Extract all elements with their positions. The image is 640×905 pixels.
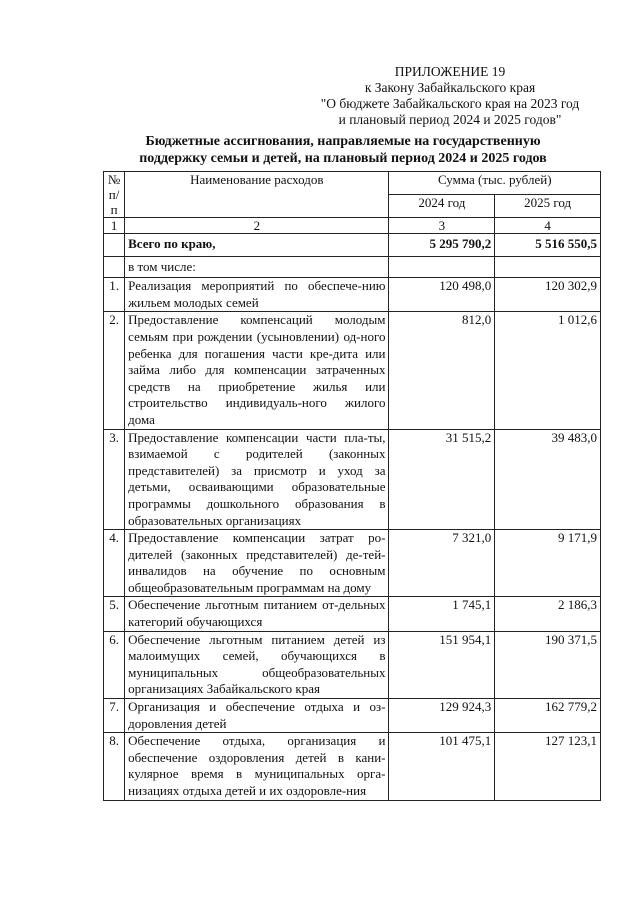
appendix-law-name: "О бюджете Забайкальского края на 2023 год bbox=[320, 96, 580, 111]
table-row bbox=[104, 530, 601, 597]
row-value-2024: 129 924,3 bbox=[389, 699, 495, 733]
total-2025: 5 516 550,5 bbox=[495, 234, 601, 257]
header-year-2024: 2024 год bbox=[389, 195, 495, 218]
row-expense-name: Обеспечение льготным питанием от-дельных категорий обучающихся bbox=[125, 597, 389, 631]
column-number: 3 bbox=[389, 218, 495, 234]
document-title bbox=[108, 133, 578, 167]
row-value-2024: 151 954,1 bbox=[389, 631, 495, 698]
document-title-line1: Бюджетные ассигнования, направляемые на государственную bbox=[145, 134, 541, 149]
row-value-2024: 31 515,2 bbox=[389, 429, 495, 530]
row-number: 8. bbox=[104, 733, 125, 800]
column-number: 1 bbox=[104, 218, 125, 234]
appendix-law-period: и плановый период 2024 и 2025 годов" bbox=[338, 112, 562, 127]
table-row bbox=[104, 631, 601, 698]
row-expense-name: Реализация мероприятий по обеспече-нию жильем молодых семей bbox=[125, 278, 389, 312]
row-value-2024: 101 475,1 bbox=[389, 733, 495, 800]
including-label: в том числе: bbox=[125, 256, 389, 278]
row-value-2025: 1 012,6 bbox=[495, 312, 601, 429]
row-number: 5. bbox=[104, 597, 125, 631]
column-number: 4 bbox=[495, 218, 601, 234]
table-row bbox=[104, 733, 601, 800]
row-value-2025: 2 186,3 bbox=[495, 597, 601, 631]
row-value-2024: 1 745,1 bbox=[389, 597, 495, 631]
row-expense-name: Предоставление компенсации затрат ро-дителей (законных представителей) де-тей-инвалидов на обучение по основным общеобразовательным программам на дому bbox=[125, 530, 389, 597]
including-row bbox=[104, 256, 601, 278]
row-expense-name: Предоставление компенсаций молодым семьям при рождении (усыновлении) од-ного ребенка для погашения части кре-дита или займа либо для компенсации затраченных средств на приобретение жилья или строительство индивидуаль-ного жилого дома bbox=[125, 312, 389, 429]
header-number: № п/п bbox=[104, 172, 125, 218]
document-title-line2: поддержку семьи и детей, на плановый период 2024 и 2025 годов bbox=[139, 151, 547, 166]
row-value-2025: 9 171,9 bbox=[495, 530, 601, 597]
row-expense-name: Обеспечение отдыха, организация и обеспечение оздоровления детей в кани-кулярное время в муниципальных орга-низациях отдыха детей и их оздоровле-ния bbox=[125, 733, 389, 800]
budget-table bbox=[103, 171, 601, 801]
row-value-2024: 120 498,0 bbox=[389, 278, 495, 312]
table-row bbox=[104, 597, 601, 631]
total-row bbox=[104, 234, 601, 257]
table-row bbox=[104, 429, 601, 530]
row-value-2025: 120 302,9 bbox=[495, 278, 601, 312]
row-number: 6. bbox=[104, 631, 125, 698]
row-number: 7. bbox=[104, 699, 125, 733]
row-value-2025: 190 371,5 bbox=[495, 631, 601, 698]
total-2024: 5 295 790,2 bbox=[389, 234, 495, 257]
row-expense-name: Организация и обеспечение отдыха и оз-доровления детей bbox=[125, 699, 389, 733]
table-header-row bbox=[104, 172, 601, 195]
row-value-2025: 127 123,1 bbox=[495, 733, 601, 800]
appendix-law-ref: к Закону Забайкальского края bbox=[364, 80, 536, 95]
column-number: 2 bbox=[125, 218, 389, 234]
row-value-2024: 812,0 bbox=[389, 312, 495, 429]
row-value-2025: 39 483,0 bbox=[495, 429, 601, 530]
header-expense-name: Наименование расходов bbox=[125, 172, 389, 218]
row-value-2025: 162 779,2 bbox=[495, 699, 601, 733]
row-expense-name: Обеспечение льготным питанием детей из малоимущих семей, обучающихся в муниципальных общеобразовательных организациях Забайкальского края bbox=[125, 631, 389, 698]
row-number: 4. bbox=[104, 530, 125, 597]
row-expense-name: Предоставление компенсации части пла-ты, взимаемой с родителей (законных представителей) за присмотр и уход за детьми, осваивающими образовательные программы дошкольного образования в образовательных организациях bbox=[125, 429, 389, 530]
appendix-header bbox=[300, 64, 600, 128]
header-sum: Сумма (тыс. рублей) bbox=[389, 172, 601, 195]
header-year-2025: 2025 год bbox=[495, 195, 601, 218]
total-number bbox=[104, 234, 125, 257]
column-numbers-row bbox=[104, 218, 601, 234]
table-row bbox=[104, 312, 601, 429]
row-number: 2. bbox=[104, 312, 125, 429]
table-row bbox=[104, 699, 601, 733]
row-number: 3. bbox=[104, 429, 125, 530]
row-number: 1. bbox=[104, 278, 125, 312]
appendix-title: ПРИЛОЖЕНИЕ 19 bbox=[394, 64, 506, 79]
table-row bbox=[104, 278, 601, 312]
total-label: Всего по краю, bbox=[125, 234, 389, 257]
row-value-2024: 7 321,0 bbox=[389, 530, 495, 597]
